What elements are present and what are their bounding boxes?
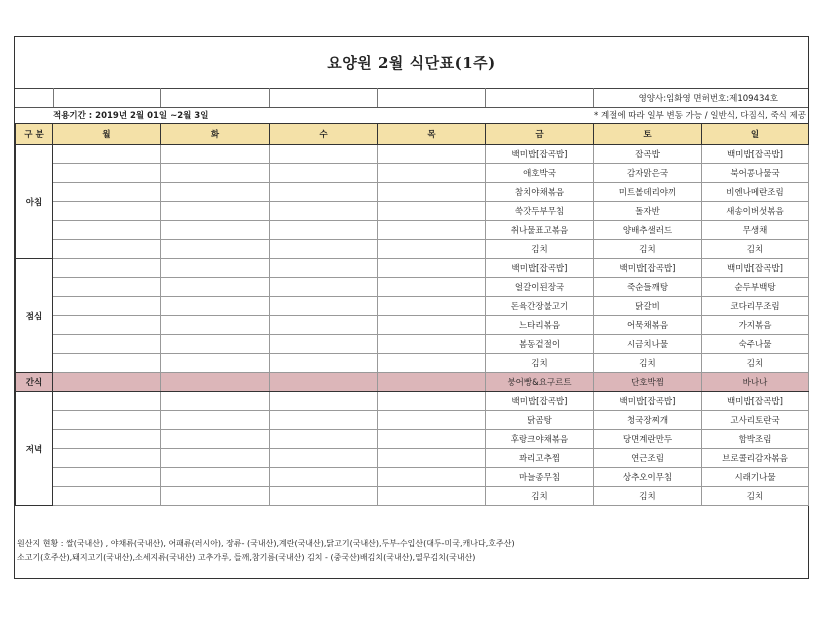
menu-cell-thu [378, 183, 486, 202]
menu-cell-mon [53, 468, 161, 487]
menu-cell-fri: 닭곰탕 [486, 411, 594, 430]
meal-label: 점심 [16, 259, 53, 373]
menu-cell-tue [161, 468, 270, 487]
menu-cell-sun: 코다리무조림 [702, 297, 809, 316]
header-row [16, 124, 809, 145]
menu-cell-tue [161, 145, 270, 164]
menu-cell-wed [270, 468, 378, 487]
menu-row [16, 259, 809, 278]
menu-cell-wed [270, 354, 378, 373]
menu-cell-fri: 붕어빵&요구르트 [486, 373, 594, 392]
menu-cell-tue [161, 392, 270, 411]
menu-cell-mon [53, 487, 161, 506]
menu-cell-sun: 가지볶음 [702, 316, 809, 335]
menu-cell-sat: 백미밥[잡곡밥] [594, 392, 702, 411]
header-wed: 수 [270, 124, 378, 145]
period-row [15, 107, 808, 124]
header-fri: 금 [486, 124, 594, 145]
menu-cell-tue [161, 430, 270, 449]
menu-cell-sun: 김치 [702, 487, 809, 506]
menu-cell-mon [53, 183, 161, 202]
menu-cell-tue [161, 316, 270, 335]
menu-row [16, 297, 809, 316]
menu-row [16, 373, 809, 392]
menu-cell-thu [378, 316, 486, 335]
menu-cell-fri: 애호박국 [486, 164, 594, 183]
menu-cell-wed [270, 487, 378, 506]
menu-cell-wed [270, 164, 378, 183]
menu-cell-wed [270, 278, 378, 297]
menu-row [16, 449, 809, 468]
menu-cell-thu [378, 164, 486, 183]
menu-cell-mon [53, 354, 161, 373]
menu-cell-tue [161, 278, 270, 297]
menu-cell-mon [53, 221, 161, 240]
menu-row [16, 145, 809, 164]
menu-cell-sun: 바나나 [702, 373, 809, 392]
header-category: 구 분 [16, 124, 53, 145]
menu-cell-thu [378, 221, 486, 240]
menu-row [16, 278, 809, 297]
menu-row [16, 411, 809, 430]
menu-cell-mon [53, 373, 161, 392]
header-sat: 토 [594, 124, 702, 145]
menu-cell-tue [161, 487, 270, 506]
menu-cell-fri: 마늘종무침 [486, 468, 594, 487]
menu-cell-fri: 백미밥[잡곡밥] [486, 392, 594, 411]
menu-cell-tue [161, 354, 270, 373]
menu-cell-wed [270, 259, 378, 278]
menu-cell-sat: 미트볼데리야끼 [594, 183, 702, 202]
menu-cell-wed [270, 335, 378, 354]
menu-cell-thu [378, 335, 486, 354]
menu-cell-tue [161, 373, 270, 392]
menu-cell-wed [270, 392, 378, 411]
menu-cell-sun: 백미밥[잡곡밥] [702, 259, 809, 278]
header-mon: 월 [53, 124, 161, 145]
menu-cell-thu [378, 202, 486, 221]
menu-cell-mon [53, 297, 161, 316]
menu-row [16, 335, 809, 354]
menu-row [16, 316, 809, 335]
menu-body [16, 145, 809, 506]
menu-cell-sun: 브로콜리감자볶음 [702, 449, 809, 468]
menu-cell-fri: 쑥갓두부무침 [486, 202, 594, 221]
menu-cell-wed [270, 145, 378, 164]
menu-cell-tue [161, 411, 270, 430]
menu-sheet [14, 36, 809, 579]
menu-cell-wed [270, 373, 378, 392]
menu-cell-sat: 단호박찜 [594, 373, 702, 392]
menu-row [16, 354, 809, 373]
menu-cell-fri: 김치 [486, 487, 594, 506]
menu-cell-thu [378, 373, 486, 392]
menu-cell-sat: 양배추샐러드 [594, 221, 702, 240]
menu-row [16, 221, 809, 240]
menu-cell-fri: 김치 [486, 354, 594, 373]
menu-cell-sat: 김치 [594, 240, 702, 259]
menu-cell-fri: 봄동겉절이 [486, 335, 594, 354]
menu-cell-mon [53, 335, 161, 354]
page-title: 요양원 2월 식단표(1주) [15, 37, 808, 89]
menu-cell-sat: 감자맑은국 [594, 164, 702, 183]
menu-row [16, 240, 809, 259]
menu-cell-sun: 무생채 [702, 221, 809, 240]
menu-cell-sun: 시래기나물 [702, 468, 809, 487]
menu-cell-sat: 상추오이무침 [594, 468, 702, 487]
menu-cell-sat: 김치 [594, 354, 702, 373]
menu-cell-sat: 백미밥[잡곡밥] [594, 259, 702, 278]
menu-cell-mon [53, 449, 161, 468]
menu-row [16, 430, 809, 449]
menu-cell-fri: 후랑크야채볶음 [486, 430, 594, 449]
menu-cell-sun: 북어콩나물국 [702, 164, 809, 183]
menu-row [16, 487, 809, 506]
menu-cell-wed [270, 240, 378, 259]
menu-cell-sun: 고사리토란국 [702, 411, 809, 430]
menu-cell-thu [378, 297, 486, 316]
menu-cell-sat: 연근조림 [594, 449, 702, 468]
menu-cell-fri: 취나물표고볶음 [486, 221, 594, 240]
menu-cell-fri: 백미밥[잡곡밥] [486, 145, 594, 164]
menu-cell-tue [161, 449, 270, 468]
menu-cell-sat: 돌자반 [594, 202, 702, 221]
menu-cell-mon [53, 240, 161, 259]
menu-cell-fri: 백미밥[잡곡밥] [486, 259, 594, 278]
menu-cell-sun: 새송이버섯볶음 [702, 202, 809, 221]
menu-cell-sat: 시금치나물 [594, 335, 702, 354]
menu-cell-mon [53, 316, 161, 335]
menu-cell-thu [378, 468, 486, 487]
meal-label: 간식 [16, 373, 53, 392]
menu-cell-mon [53, 145, 161, 164]
header-tue: 화 [161, 124, 270, 145]
menu-cell-tue [161, 259, 270, 278]
menu-row [16, 183, 809, 202]
menu-cell-tue [161, 221, 270, 240]
menu-cell-mon [53, 202, 161, 221]
season-note: * 계절에 따라 일부 변동 가능 / 일반식, 다짐식, 죽식 제공 [594, 111, 806, 121]
menu-cell-tue [161, 297, 270, 316]
menu-cell-thu [378, 278, 486, 297]
menu-cell-thu [378, 487, 486, 506]
menu-cell-fri: 얼갈이된장국 [486, 278, 594, 297]
menu-row [16, 468, 809, 487]
origin-line: 원산지 현황 : 쌀(국내산) , 야채류(국내산), 어패류(러시아), 장류- (국내산),계란(국내산),닭고기(국내산),두부-수입산(대두-미국,캐나다,호주산) [17, 539, 515, 548]
menu-cell-mon [53, 164, 161, 183]
menu-cell-mon [53, 278, 161, 297]
menu-cell-wed [270, 297, 378, 316]
menu-cell-sun: 김치 [702, 354, 809, 373]
menu-cell-sat: 죽순들깨탕 [594, 278, 702, 297]
menu-cell-sat: 김치 [594, 487, 702, 506]
menu-cell-fri: 돈육간장불고기 [486, 297, 594, 316]
dietitian-row [15, 88, 808, 108]
menu-cell-tue [161, 240, 270, 259]
header-sun: 일 [702, 124, 809, 145]
menu-cell-sat: 당면계란만두 [594, 430, 702, 449]
menu-cell-sun: 김치 [702, 240, 809, 259]
menu-cell-wed [270, 183, 378, 202]
menu-cell-fri: 꽈리고추찜 [486, 449, 594, 468]
menu-row [16, 392, 809, 411]
menu-cell-tue [161, 183, 270, 202]
menu-cell-wed [270, 221, 378, 240]
menu-cell-wed [270, 316, 378, 335]
menu-cell-wed [270, 411, 378, 430]
menu-cell-sat: 닭갈비 [594, 297, 702, 316]
menu-cell-mon [53, 259, 161, 278]
menu-cell-sun: 순두부백탕 [702, 278, 809, 297]
menu-cell-thu [378, 259, 486, 278]
menu-cell-tue [161, 335, 270, 354]
meal-label: 저녁 [16, 392, 53, 506]
menu-row [16, 202, 809, 221]
menu-table [15, 123, 809, 506]
header-thu: 목 [378, 124, 486, 145]
menu-cell-thu [378, 240, 486, 259]
menu-cell-sun: 비엔나메란조림 [702, 183, 809, 202]
menu-cell-sun: 함박조림 [702, 430, 809, 449]
menu-cell-thu [378, 354, 486, 373]
menu-cell-thu [378, 430, 486, 449]
menu-cell-thu [378, 449, 486, 468]
menu-cell-sun: 백미밥[잡곡밥] [702, 392, 809, 411]
menu-cell-fri: 느타리볶음 [486, 316, 594, 335]
menu-cell-tue [161, 164, 270, 183]
dietitian-info: 영양사:임화영 면허번호:제109434호 [638, 94, 778, 104]
origin-info [17, 537, 515, 565]
menu-cell-fri: 참치야채볶음 [486, 183, 594, 202]
menu-cell-sat: 잡곡밥 [594, 145, 702, 164]
origin-line: 소고기(호주산),돼지고기(국내산),소세지류(국내산) 고추가루, 들깨,참기름(국내산) 김치 - (중국산)배김치(국내산),열무김치(국내산) [17, 553, 476, 562]
menu-cell-sat: 어묵채볶음 [594, 316, 702, 335]
menu-cell-tue [161, 202, 270, 221]
menu-cell-sun: 백미밥[잡곡밥] [702, 145, 809, 164]
meal-label: 아침 [16, 145, 53, 259]
menu-cell-sun: 숙주나물 [702, 335, 809, 354]
application-period: 적용기간 : 2019년 2월 01일 ~2월 3일 [53, 111, 209, 121]
menu-cell-wed [270, 449, 378, 468]
menu-cell-mon [53, 430, 161, 449]
menu-cell-mon [53, 411, 161, 430]
menu-cell-thu [378, 392, 486, 411]
menu-cell-sat: 청국장찌개 [594, 411, 702, 430]
menu-cell-thu [378, 411, 486, 430]
menu-cell-mon [53, 392, 161, 411]
menu-cell-thu [378, 145, 486, 164]
menu-cell-fri: 김치 [486, 240, 594, 259]
menu-cell-wed [270, 430, 378, 449]
menu-row [16, 164, 809, 183]
menu-cell-wed [270, 202, 378, 221]
